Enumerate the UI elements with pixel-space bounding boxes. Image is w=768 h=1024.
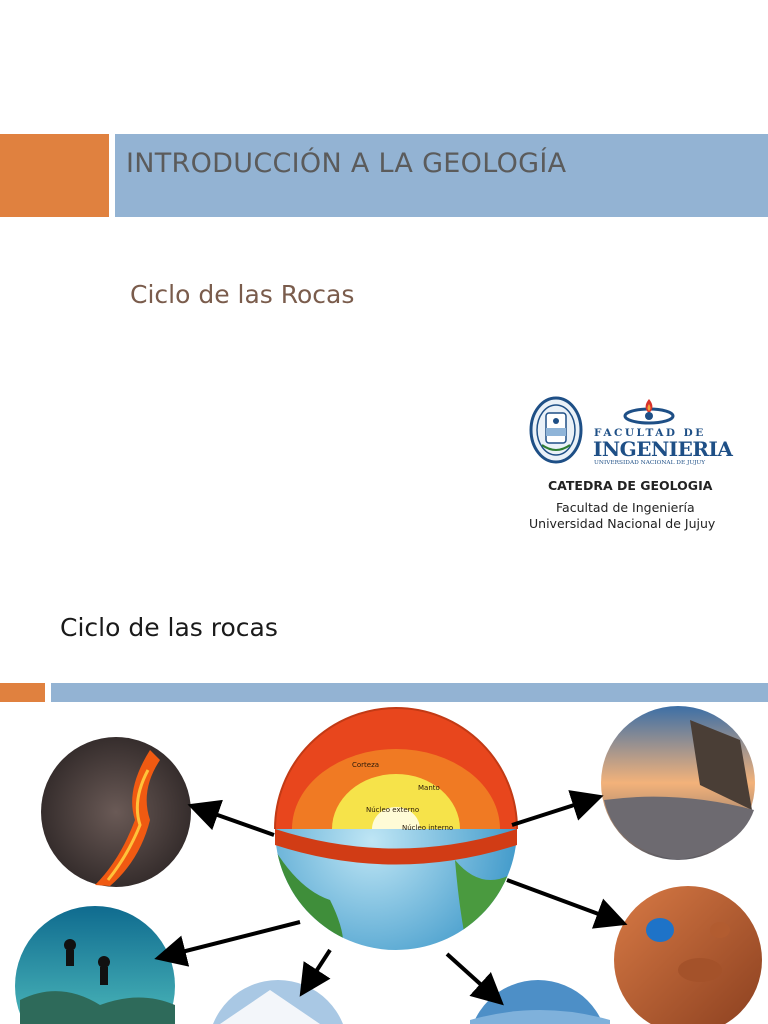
lava-flow-photo xyxy=(41,737,191,887)
arrow-to-mountain xyxy=(304,950,330,990)
logo-ingenieria-text: INGENIERIA xyxy=(593,437,733,461)
label-nucleo-interno: Núcleo interno xyxy=(402,824,454,832)
arrow-to-divers xyxy=(162,922,300,957)
catedra-name: CATEDRA DE GEOLOGIA xyxy=(548,478,713,493)
earth-cutaway-globe xyxy=(275,708,520,960)
logo-facultad-text: FACULTAD DE xyxy=(594,427,706,439)
label-corteza: Corteza xyxy=(352,761,380,769)
arrow-to-sky xyxy=(447,954,498,1000)
slide-subtitle: Ciclo de las Rocas xyxy=(130,280,355,309)
arrow-to-lava xyxy=(195,807,274,835)
snowy-mountain-photo xyxy=(208,980,348,1024)
arrow-to-beach xyxy=(512,798,596,825)
section-heading: Ciclo de las rocas xyxy=(60,613,278,642)
label-manto: Manto xyxy=(418,784,440,792)
sandstone-arch-photo xyxy=(614,886,762,1024)
catedra-faculty: Facultad de Ingeniería xyxy=(556,500,695,515)
logo-university-text: UNIVERSIDAD NACIONAL DE JUJUY xyxy=(594,460,706,466)
header-accent-block xyxy=(0,134,109,217)
sky-landscape-photo xyxy=(468,980,610,1024)
arrow-to-arch xyxy=(507,880,620,922)
rock-cycle-diagram xyxy=(0,700,768,1024)
university-seal-logo xyxy=(528,395,584,465)
underwater-divers-photo xyxy=(15,906,175,1024)
catedra-university: Universidad Nacional de Jujuy xyxy=(529,516,716,531)
coastal-pebble-beach-photo xyxy=(601,706,755,860)
faculty-emblem-logo xyxy=(620,396,678,428)
label-nucleo-externo: Núcleo externo xyxy=(366,806,420,814)
slide-title: INTRODUCCIÓN A LA GEOLOGÍA xyxy=(126,148,567,179)
